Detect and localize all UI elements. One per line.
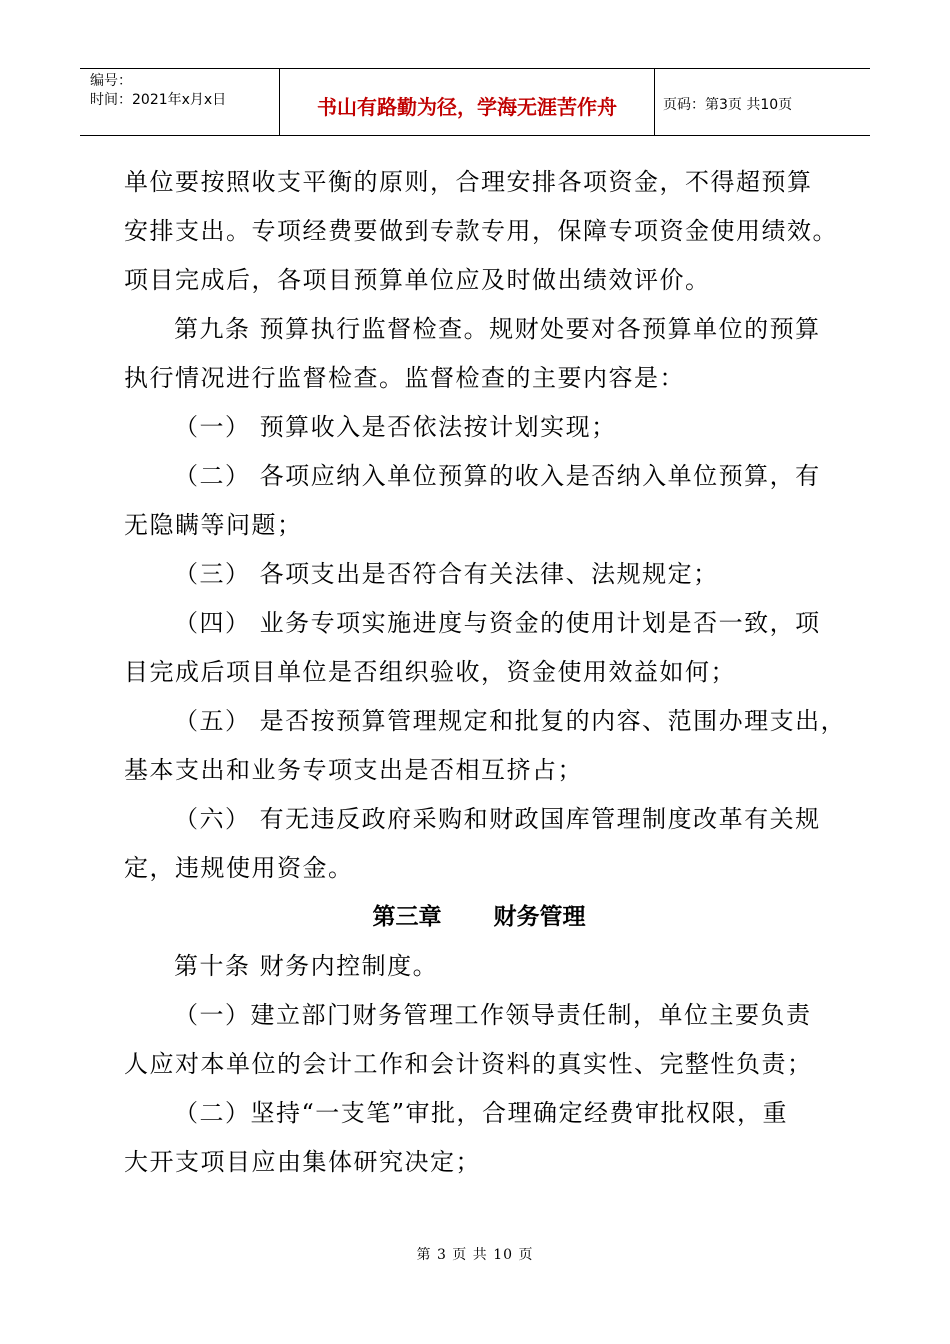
page-footer: 第 3 页 共 10 页 [416, 1247, 534, 1263]
list-item-6: （六） 有无违反政府采购和财政国库管理制度改革有关规 [174, 805, 821, 833]
body-line: 人应对本单位的会计工作和会计资料的真实性、完整性负责； [124, 1050, 813, 1078]
control-item-2: （二）坚持“一支笔”审批，合理确定经费审批权限，重 [174, 1099, 789, 1127]
page-header [80, 68, 870, 136]
document-number: 编号： [90, 73, 132, 89]
article-ten-line: 第十条 财务内控制度。 [174, 952, 439, 980]
body-line: 基本支出和业务专项支出是否相互挤占； [124, 756, 583, 784]
document-body [124, 158, 847, 1187]
article-nine-line: 第九条 预算执行监督检查。规财处要对各预算单位的预算 [174, 315, 821, 343]
control-item-1: （一）建立部门财务管理工作领导责任制，单位主要负责 [174, 1001, 812, 1029]
body-line: 无隐瞒等问题； [124, 511, 303, 539]
body-line: 执行情况进行监督检查。监督检查的主要内容是： [124, 364, 685, 392]
header-page-info: 页码：第3页 共10页 [663, 97, 793, 113]
list-item-5: （五） 是否按预算管理规定和批复的内容、范围办理支出， [174, 707, 847, 735]
chapter-number: 第三章 [372, 904, 442, 930]
list-item-4: （四） 业务专项实施进度与资金的使用计划是否一致，项 [174, 609, 821, 637]
body-line: 目完成后项目单位是否组织验收，资金使用效益如何； [124, 658, 736, 686]
list-item-3: （三） 各项支出是否符合有关法律、法规规定； [174, 560, 719, 588]
header-meta [80, 69, 280, 135]
chapter-heading [124, 893, 834, 942]
chapter-title: 财务管理 [493, 904, 586, 930]
body-line: 单位要按照收支平衡的原则，合理安排各项资金，不得超预算 [124, 168, 813, 196]
body-line: 定，违规使用资金。 [124, 854, 354, 882]
document-date: 时间：2021年x月x日 [90, 92, 227, 108]
list-item-2: （二） 各项应纳入单位预算的收入是否纳入单位预算，有 [174, 462, 821, 490]
list-item-1: （一） 预算收入是否依法按计划实现； [174, 413, 617, 441]
body-line: 大开支项目应由集体研究决定； [124, 1148, 481, 1176]
header-motto: 书山有路勤为径，学海无涯苦作舟 [280, 69, 655, 135]
body-line: 安排支出。专项经费要做到专款专用，保障专项资金使用绩效。 [124, 217, 838, 245]
body-line: 项目完成后，各项目预算单位应及时做出绩效评价。 [124, 266, 711, 294]
